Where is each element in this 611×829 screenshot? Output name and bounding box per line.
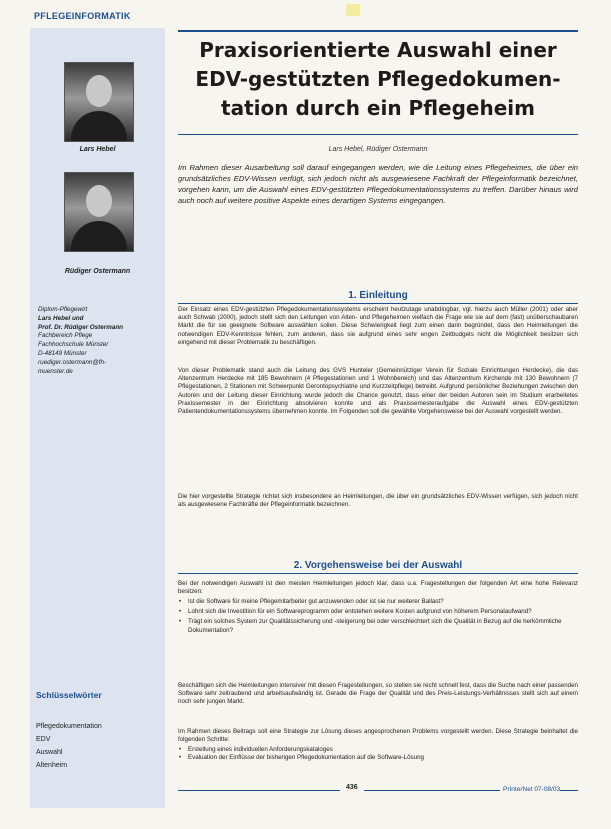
author-photo-1 xyxy=(64,62,134,142)
keyword: Pflegedokumentation xyxy=(36,723,102,730)
body-paragraph: Im Rahmen dieses Beitrags soll eine Strategie zur Lösung dieses angesprochenen Problems vorgestellt werden. Diese Strategie beinhaltet die folgenden Schritte: xyxy=(178,728,578,744)
article-authors: Lars Hebel, Rüdiger Ostermann xyxy=(328,146,428,153)
affiliation-line: ruediger.ostermann@fh- xyxy=(38,358,107,366)
author-shoulders xyxy=(71,111,127,141)
title-line: EDV-gestützten Pflegedokumen- xyxy=(195,67,561,91)
list-item: • Ist die Software für meine Pflegemitarbeiter gut anzuwenden oder ist sie nur weiterer Ballast? xyxy=(178,598,578,606)
affiliation-line: Lars Hebel und xyxy=(38,314,84,322)
list-item: • Lohnt sich die Investition für ein Softwareprogramm oder entstehen weitere Kosten aufgrund von höherem Personalaufwand? xyxy=(178,608,578,616)
title-rule-bottom xyxy=(178,134,578,135)
body-paragraph: Von dieser Problematik stand auch die Leitung des GVS Hunteler (Gemeinnütziger Verein für Soziale Einrichtungen Herdecke), die das Altenzentrum Herdecke mit 185 Bewohnern (4 Pflegestationen und 1 Wohnbereich) und das Altenzentrum Kirchende mit 130 Bewohnern (7 Pflegestationen, 2 Stationen mit Schwerpunkt Gerontopsychiatrie und Kurzzeitpflege) betreibt. Aufgrund persönlicher Beziehungen zwischen den Autoren und der Leitung dieser Einrichtung wurde jedoch die Chance genutzt, dass einer der beiden Autoren sein im Studium erarbeitetes Praxissemester in der Einrichtung absolvieren konnte und als Praxissemesteraufgabe die Auswahl eines EDV-gestützten Patientendokumentationssystems übernehmen konnte. Im Folgenden soll die gewählte Vorgehensweise bei der Auswahl vorgestellt werden. xyxy=(178,367,578,416)
author-affiliation xyxy=(38,306,163,376)
title-rule-top xyxy=(178,30,578,32)
section-label: PFLEGEINFORMATIK xyxy=(34,11,131,21)
affiliation-line: Diplom-Pflegewirt xyxy=(38,306,88,313)
page-number: 436 xyxy=(340,784,364,791)
question-list xyxy=(178,598,578,637)
steps-list xyxy=(178,746,578,762)
body-paragraph: Der Einsatz eines EDV-gestützten Pflegedokumentationssystems erscheint heutzutage unabdingbar, vgl. hierzu auch Müller (2001) oder aber auch Schwab (2000), jedoch stellt sich den Leitungen von Alten- und Pflegeheimen vielfach die Frage wie sie auf dem (fast) unüberschaubaren Markt die für sie geeignete Software auswählen sollen. Diese Schwierigkeit liegt zum einen darin begründet, dass den Heimleitungen die notwendigen EDV-Kenntnisse fehlen, zum anderen, dass sie aufgrund eines sehr engen Zeitbudgets nicht die Möglichkeit besitzen sich eingehend mit dieser Problematik zu beschäftigen. xyxy=(178,306,578,346)
author-face xyxy=(86,185,112,217)
author-face xyxy=(86,75,112,107)
section-heading-2: 2. Vorgehensweise bei der Auswahl xyxy=(293,560,463,571)
keywords-title: Schlüsselwörter xyxy=(36,690,102,700)
list-item: • Erstellung eines individuellen Anforderungskataloges xyxy=(178,746,578,754)
body-paragraph: Beschäftigen sich die Heimleitungen intensiver mit diesen Fragestellungen, so stellen sie recht schnell fest, dass die Suche nach einer passenden Software sehr zeitraubend und arbeitsaufwändig ist. Gerade die Frage der Qualität und des Preis-Leistungs-Verhältnisses stellt sich auf einem noch sehr jungen Markt. xyxy=(178,682,578,706)
title-line: Praxisorientierte Auswahl einer xyxy=(199,38,557,62)
author-shoulders xyxy=(71,221,127,251)
highlight-mark xyxy=(346,4,360,16)
affiliation-line: D-48149 Münster xyxy=(38,349,87,357)
section-heading-1: 1. Einleitung xyxy=(348,290,408,301)
body-paragraph: Die hier vorgestellte Strategie richtet sich insbesondere an Heimleitungen, die über ein grundsätzliches EDV-Wissen verfügen, sich jedoch nicht als ausgewiesene Fachkräfte der Pflegeinformatik bezeichnen. xyxy=(178,493,578,509)
keywords-list xyxy=(36,720,102,772)
title-line: tation durch ein Pflegeheim xyxy=(221,96,535,120)
affiliation-line: Fachbereich Pflege xyxy=(38,332,93,340)
affiliation-line: Prof. Dr. Rüdiger Ostermann xyxy=(38,323,124,331)
affiliation-line: Fachhochschule Münster xyxy=(38,341,109,349)
list-item: • Evaluation der Einflüsse der bisherigen Pflegedokumentation auf die Software-Lösung xyxy=(178,754,578,762)
article-abstract: Im Rahmen dieser Ausarbeitung soll darauf eingegangen werden, wie die Leitung eines Pflegeheimes, die über ein grundsätzliches EDV-Wissen verfügt, sich jedoch nicht als ausgewiesene Fachkraft der Pflegeinformatik bezeichnet, vorgehen kann, um die Auswahl eines EDV-gestützten Pflegedokumentationssystems zu treffen. Darüber hinaus wird auch noch auf weitere positive Aspekte eines derartigen Systems eingegangen. xyxy=(178,163,578,205)
photo-caption-2: Rüdiger Ostermann xyxy=(64,268,131,275)
journal-reference: PrInterNet 07-08/03 xyxy=(500,786,560,793)
keyword: Altenheim xyxy=(36,762,68,769)
photo-caption-1: Lars Hebel xyxy=(79,146,116,153)
section-rule-1 xyxy=(178,303,578,304)
list-item: • Trägt ein solches System zur Qualitätssicherung und -steigerung bei oder verschlechtert sich die Qualität in Bezug auf die herkömmliche Dokumentation? xyxy=(178,618,578,634)
keyword: EDV xyxy=(36,736,51,743)
author-photo-2 xyxy=(64,172,134,252)
section-rule-2 xyxy=(178,573,578,574)
body-paragraph: Bei der notwendigen Auswahl ist den meisten Heimleitungen jedoch klar, dass u.a. Fragestellungen der folgenden Art eine hohe Relevanz besitzen: xyxy=(178,580,578,596)
keyword: Auswahl xyxy=(36,749,63,756)
affiliation-line: muenster.de xyxy=(38,367,73,375)
article-title xyxy=(178,36,578,123)
